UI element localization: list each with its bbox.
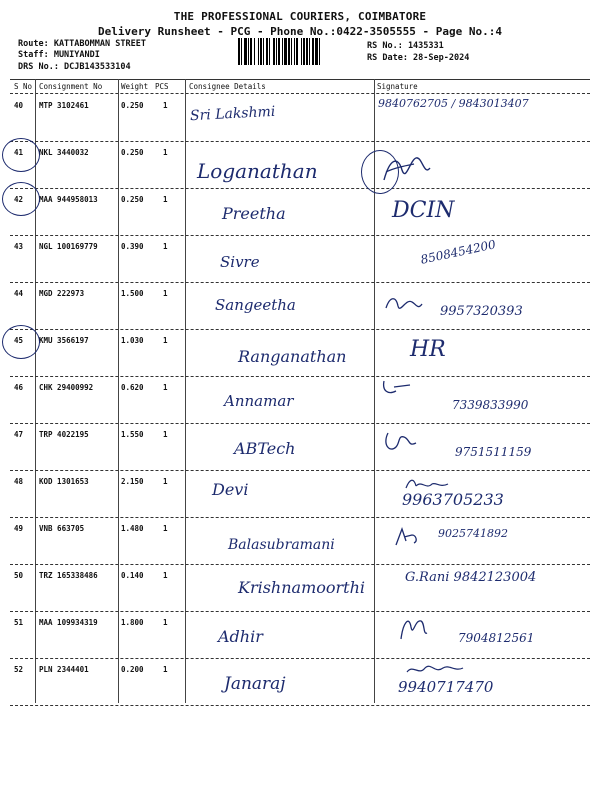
signature-handwritten: 9751511159 [455,445,532,459]
cell-sno: 45 [14,336,24,345]
signature-handwritten: G.Rani 9842123004 [405,570,537,585]
runsheet-subtitle: Delivery Runsheet - PCG - Phone No.:0422-3505555 - Page No.:4 [98,25,502,38]
row-separator [10,141,590,142]
consignee-handwritten-name: Krishnamoorthi [238,578,366,597]
signature-scribble [382,425,422,455]
cell-sno: 47 [14,430,24,439]
cell-weight: 0.200 [121,665,144,674]
row-separator [10,705,590,706]
cell-pcs: 1 [163,383,168,392]
cell-consignment-no: TRP 4022195 [39,430,89,439]
cell-pcs: 1 [163,148,168,157]
consignee-handwritten-name: Janaraj [224,674,286,694]
cell-weight: 0.140 [121,571,144,580]
consignee-handwritten-name: Adhir [218,627,263,646]
cell-pcs: 1 [163,195,168,204]
staff-label: Staff: MUNIYANDI [18,50,100,60]
cell-consignment-no: MGD 222973 [39,289,85,298]
pen-circle [2,325,40,359]
signature-handwritten: 9940717470 [398,678,494,696]
cell-pcs: 1 [163,101,168,110]
cell-weight: 1.550 [121,430,144,439]
route-label: Route: KATTABOMMAN STREET [18,39,146,49]
rs-date: RS Date: 28-Sep-2024 [367,53,470,63]
cell-sno: 42 [14,195,24,204]
drs-number: DRS No.: DCJB143533104 [18,62,131,72]
cell-pcs: 1 [163,430,168,439]
consignee-handwritten-name: Sivre [220,253,260,271]
cell-weight: 1.480 [121,524,144,533]
cell-weight: 1.030 [121,336,144,345]
consignee-handwritten-name: Sangeetha [215,296,296,314]
signature-handwritten: 8508454200 [419,237,497,267]
cell-pcs: 1 [163,336,168,345]
row-separator [10,517,590,518]
cell-sno: 52 [14,665,24,674]
row-separator [10,423,590,424]
signature-handwritten: HR [410,337,446,362]
row-separator [10,611,590,612]
cell-consignment-no: KOD 1301653 [39,477,89,486]
cell-sno: 51 [14,618,24,627]
cell-weight: 1.800 [121,618,144,627]
signature-scribble [392,525,422,549]
cell-weight: 0.390 [121,242,144,251]
row-separator [10,188,590,189]
signature-handwritten: 9957320393 [440,304,523,319]
consignee-handwritten-name: Ranganathan [238,347,347,366]
column-divider [35,79,36,703]
table-top-border [10,79,590,80]
cell-consignment-no: MAA 109934319 [39,618,98,627]
consignee-handwritten-name: Annamar [224,392,294,410]
signature-scribble [395,613,429,645]
signature-handwritten: 7339833990 [452,398,529,412]
column-divider [185,79,186,703]
signature-scribble [384,292,424,316]
cell-weight: 0.250 [121,101,144,110]
company-title: THE PROFESSIONAL COURIERS, COIMBATORE [173,10,427,23]
cell-consignment-no: CHK 29400992 [39,383,94,392]
col-header-weight: Weight [121,82,149,91]
consignee-handwritten-name: Loganathan [197,159,318,183]
col-header-consignee: Consignee Details [189,82,266,91]
cell-pcs: 1 [163,524,168,533]
signature-handwritten: 9840762705 / 9843013407 [378,97,529,110]
row-separator [10,329,590,330]
consignee-handwritten-name: Sri Lakshmi [189,103,276,125]
cell-sno: 40 [14,101,24,110]
cell-weight: 0.250 [121,148,144,157]
row-separator [10,282,590,283]
row-separator [10,235,590,236]
cell-sno: 46 [14,383,24,392]
col-header-signature: Signature [377,82,418,91]
signature-scribble [404,476,454,496]
cell-sno: 50 [14,571,24,580]
pen-circle [2,182,40,216]
row-separator [10,564,590,565]
col-header-consignment: Consignment No [39,82,103,91]
col-header-pcs: PCS [155,82,169,91]
barcode-image [238,38,358,65]
signature-scribble [380,375,416,397]
cell-consignment-no: KMU 3566197 [39,336,89,345]
column-divider [118,79,119,703]
signature-handwritten: 9963705233 [402,490,504,509]
cell-pcs: 1 [163,571,168,580]
cell-pcs: 1 [163,665,168,674]
header-separator [10,93,590,94]
cell-consignment-no: VNB 663705 [39,524,85,533]
row-separator [10,376,590,377]
rs-number: RS No.: 1435331 [367,41,444,51]
cell-sno: 44 [14,289,24,298]
signature-scribble [380,150,440,190]
cell-consignment-no: NGL 100169779 [39,242,98,251]
cell-pcs: 1 [163,618,168,627]
consignee-handwritten-name: Balasubramani [228,537,335,553]
signature-handwritten: 7904812561 [458,631,535,645]
col-header-sno: S No [14,82,33,91]
cell-sno: 43 [14,242,24,251]
signature-scribble [405,662,465,678]
cell-pcs: 1 [163,242,168,251]
row-separator [10,658,590,659]
consignee-handwritten-name: ABTech [234,439,296,458]
signature-handwritten: 9025741892 [438,527,508,540]
cell-weight: 1.500 [121,289,144,298]
row-separator [10,470,590,471]
cell-weight: 2.150 [121,477,144,486]
cell-consignment-no: MAA 944958013 [39,195,98,204]
cell-sno: 48 [14,477,24,486]
cell-weight: 0.250 [121,195,144,204]
pen-circle [2,138,40,172]
cell-consignment-no: NKL 3440032 [39,148,89,157]
signature-handwritten: DCIN [392,198,455,223]
cell-sno: 41 [14,148,24,157]
consignee-handwritten-name: Preetha [222,204,286,223]
cell-pcs: 1 [163,477,168,486]
cell-pcs: 1 [163,289,168,298]
cell-consignment-no: MTP 3102461 [39,101,89,110]
cell-consignment-no: TRZ 165338486 [39,571,98,580]
cell-sno: 49 [14,524,24,533]
consignee-handwritten-name: Devi [212,480,249,499]
cell-consignment-no: PLN 2344401 [39,665,89,674]
cell-weight: 0.620 [121,383,144,392]
